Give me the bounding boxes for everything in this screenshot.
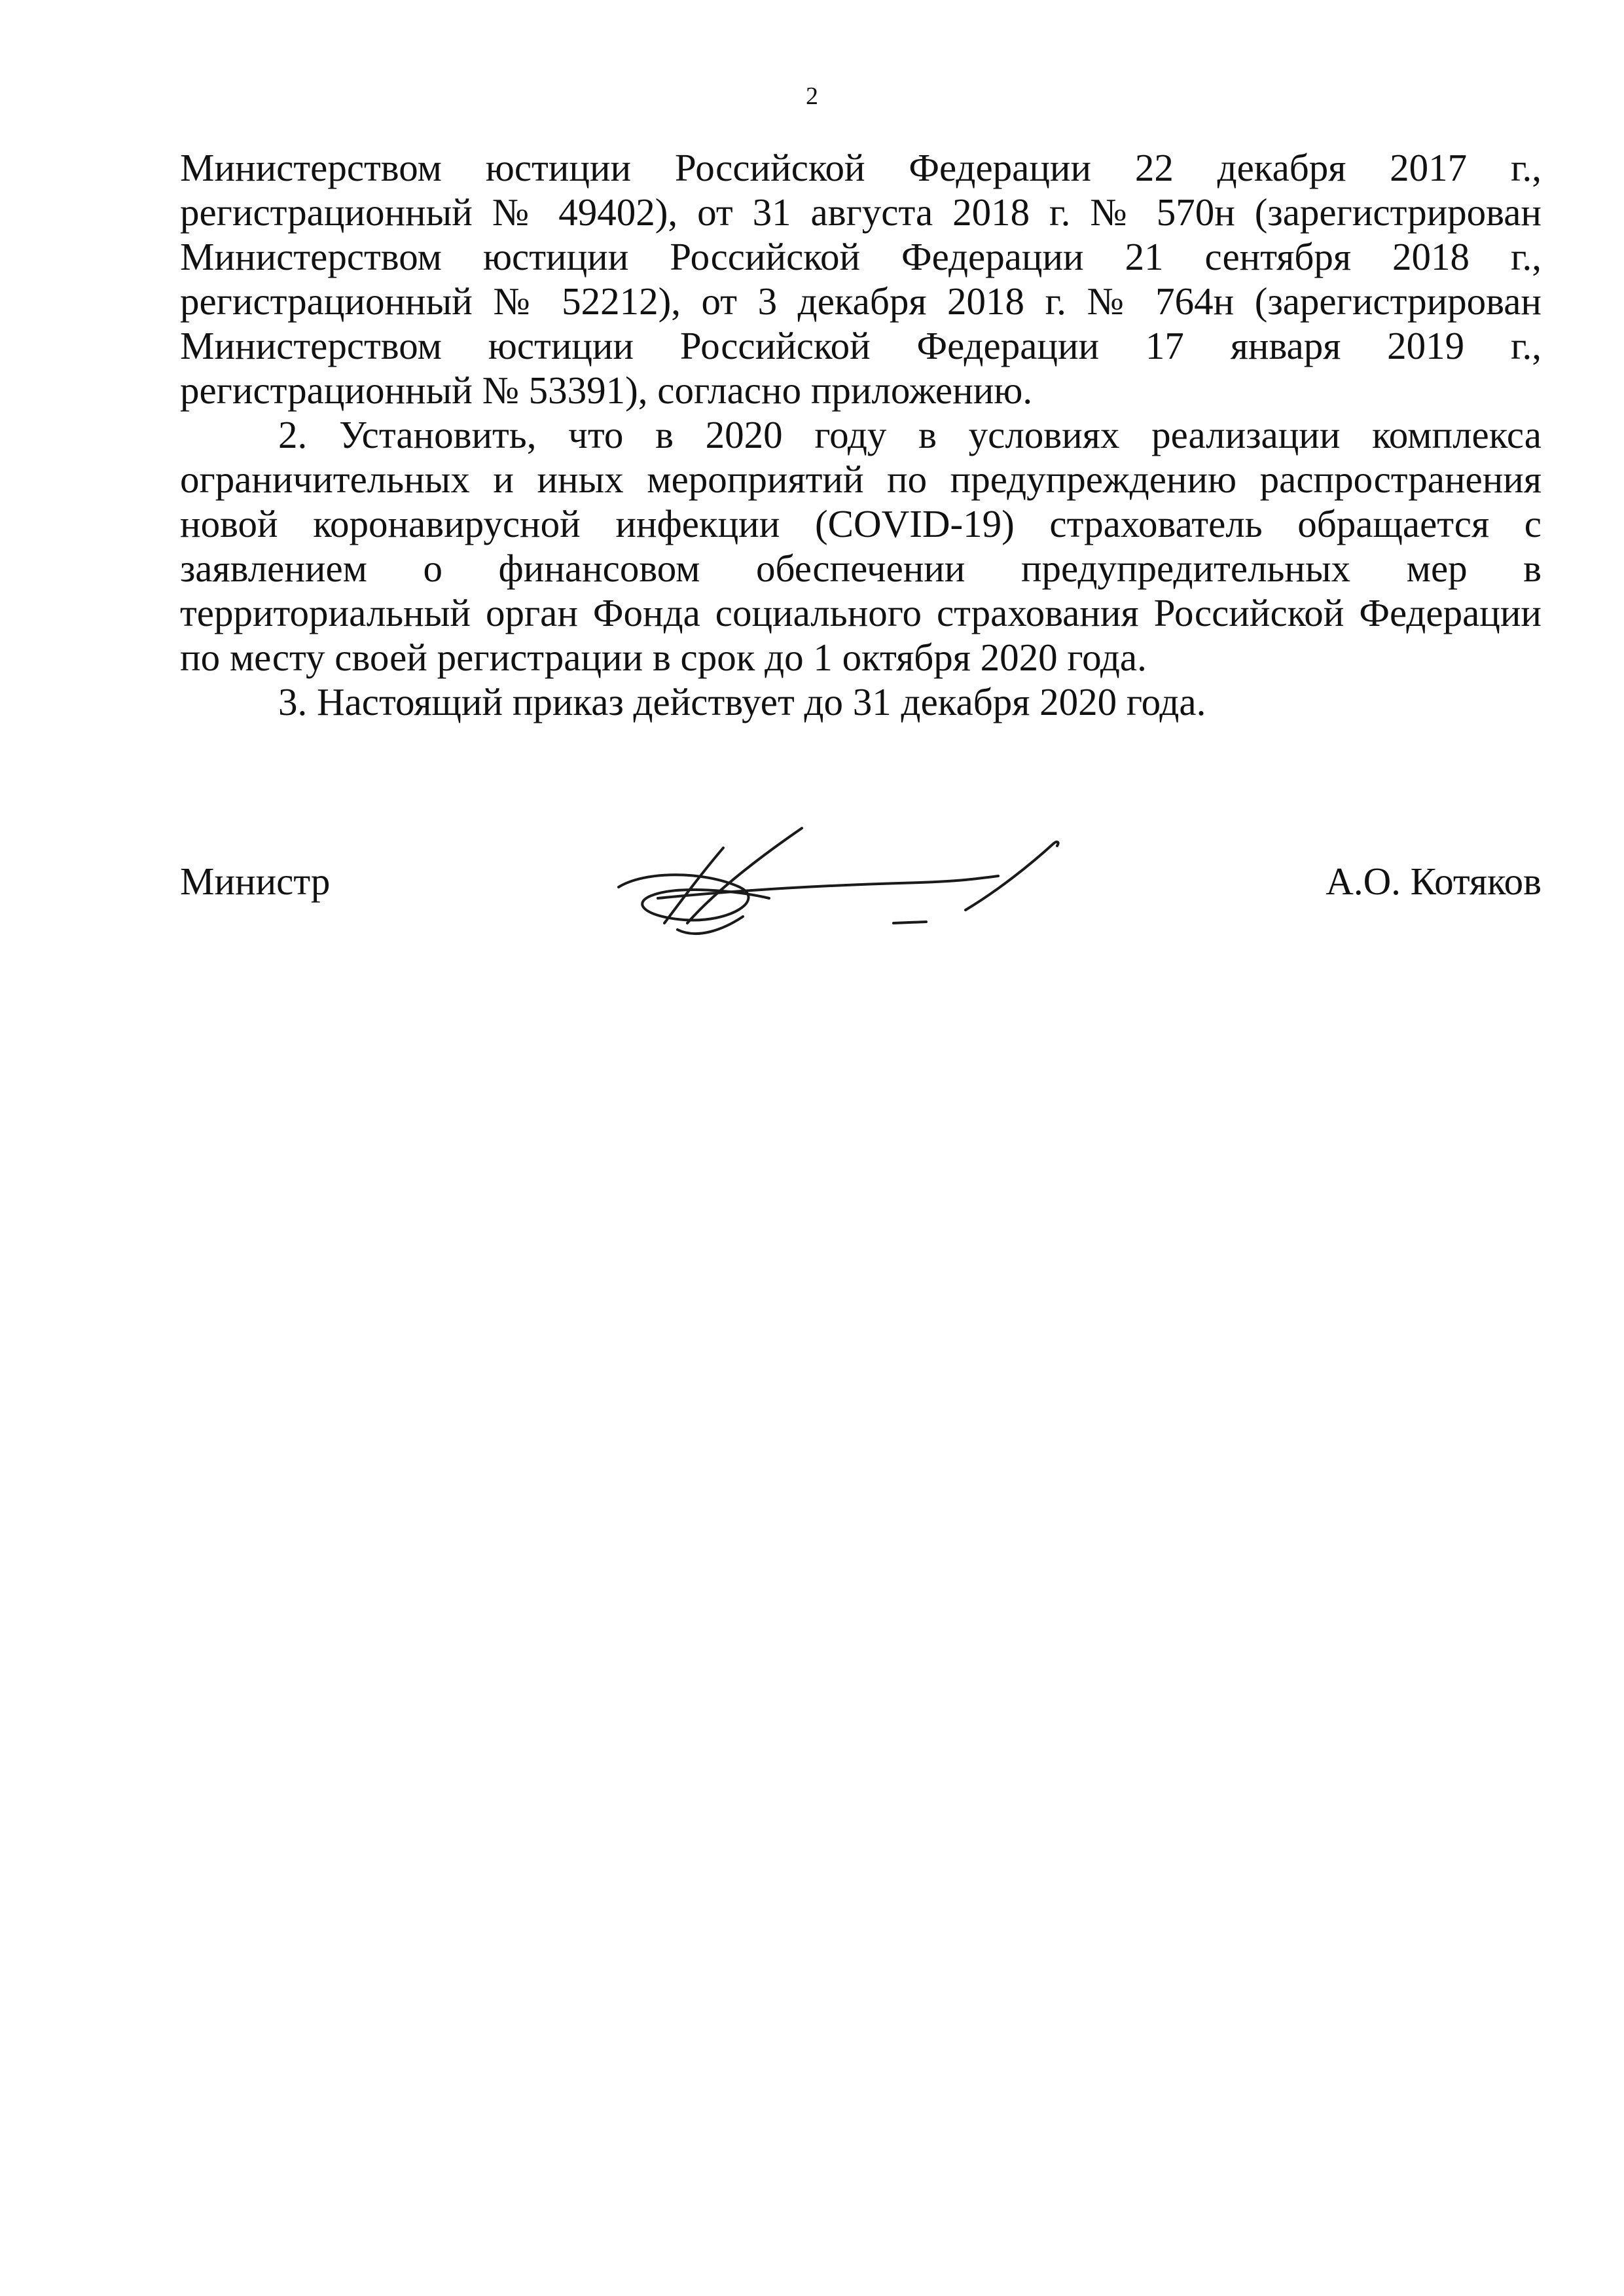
document-body xyxy=(180,145,1542,724)
paragraph-3 xyxy=(180,680,1542,724)
text-line: регистрационный № 49402), от 31 августа 2018 г. № 570н (зарегистрирован xyxy=(180,191,1542,234)
text-line: Министерством юстиции Российской Федерации 22 декабря 2017 г., xyxy=(180,146,1542,189)
signature-upstroke-1 xyxy=(664,848,723,923)
text-line: регистрационный № 53391), согласно приложению. xyxy=(180,369,1033,412)
paragraph-2 xyxy=(180,412,1542,680)
text-line: регистрационный № 52212), от 3 декабря 2018 г. № 764н (зарегистрирован xyxy=(180,280,1542,323)
position-title: Министр xyxy=(180,860,331,903)
text-line: Министерством юстиции Российской Федерации 17 января 2019 г., xyxy=(180,324,1542,367)
text-line: по месту своей регистрации в срок до 1 октября 2020 года. xyxy=(180,636,1147,679)
signature-baseline xyxy=(658,876,998,898)
text-line: заявлением о финансовом обеспечении предупредительных мер в xyxy=(180,547,1542,590)
signature-loop xyxy=(619,875,769,920)
signature-final-stroke xyxy=(965,842,1058,910)
signatory-name: А.О. Котяков xyxy=(1326,860,1542,903)
text-line: Министерством юстиции Российской Федерации 21 сентября 2018 г., xyxy=(180,235,1542,278)
text-line: ограничительных и иных мероприятий по предупреждению распространения xyxy=(180,458,1542,501)
paragraph-1 xyxy=(180,145,1542,412)
page-number: 2 xyxy=(806,82,818,110)
text-line: 3. Настоящий приказ действует до 31 декабря 2020 года. xyxy=(278,680,1206,723)
text-line: новой коронавирусной инфекции (COVID-19) страхователь обращается с xyxy=(180,502,1542,545)
signature-upstroke-2 xyxy=(687,828,802,923)
signature-block xyxy=(180,825,1542,956)
signature-dash xyxy=(893,922,926,923)
handwritten-signature xyxy=(605,825,1077,949)
text-line: территориальный орган Фонда социального страхования Российской Федерации xyxy=(180,591,1542,634)
text-line: 2. Установить, что в 2020 году в условиях реализации комплекса xyxy=(278,413,1542,456)
